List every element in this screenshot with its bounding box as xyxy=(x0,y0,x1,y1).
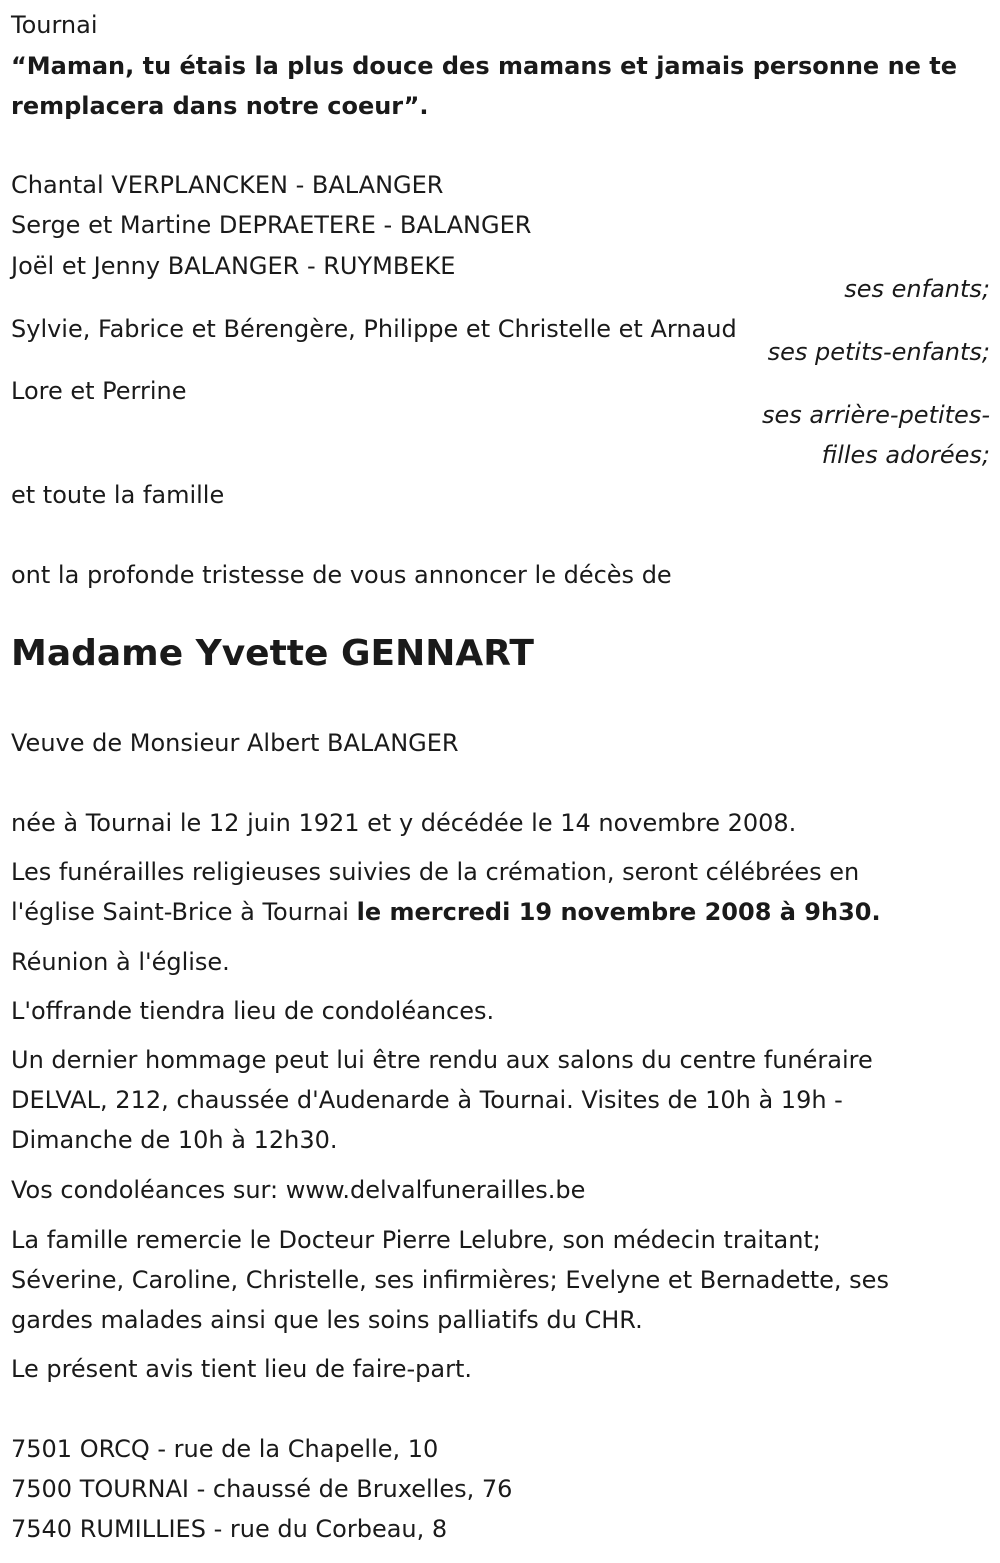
children-role: ses enfants; xyxy=(844,275,990,303)
thanks-line-2: Séverine, Caroline, Christelle, ses infirmières; Evelyne et Bernadette, ses xyxy=(11,1266,889,1294)
address-3: 7540 RUMILLIES - rue du Corbeau, 8 xyxy=(11,1515,448,1543)
condolences-link-line: Vos condoléances sur: www.delvalfunerailles.be xyxy=(11,1176,586,1204)
born-died: née à Tournai le 12 juin 1921 et y décédée le 14 novembre 2008. xyxy=(11,809,797,837)
notice: Le présent avis tient lieu de faire-part. xyxy=(11,1355,473,1383)
tribute-line-3: Dimanche de 10h à 12h30. xyxy=(11,1126,338,1154)
funeral-date: le mercredi 19 novembre 2008 à 9h30. xyxy=(356,898,881,926)
family-line: et toute la famille xyxy=(11,481,225,509)
quote-line-2: remplacera dans notre coeur”. xyxy=(11,92,429,120)
funeral-line-2 xyxy=(11,892,881,932)
child-3: Joël et Jenny BALANGER - RUYMBEKE xyxy=(11,252,456,280)
thanks-line-1: La famille remercie le Docteur Pierre Lelubre, son médecin traitant; xyxy=(11,1226,821,1254)
tribute-line-2: DELVAL, 212, chaussée d'Audenarde à Tournai. Visites de 10h à 19h - xyxy=(11,1086,843,1114)
thanks-line-3: gardes malades ainsi que les soins palliatifs du CHR. xyxy=(11,1306,643,1334)
quote-line-1: “Maman, tu étais la plus douce des mamans et jamais personne ne te xyxy=(11,52,958,80)
address-1: 7501 ORCQ - rue de la Chapelle, 10 xyxy=(11,1435,439,1463)
grandchildren: Sylvie, Fabrice et Bérengère, Philippe et Christelle et Arnaud xyxy=(11,315,737,343)
great-grandchildren: Lore et Perrine xyxy=(11,377,187,405)
reunion: Réunion à l'église. xyxy=(11,948,230,976)
offering: L'offrande tiendra lieu de condoléances. xyxy=(11,997,495,1025)
widow-of: Veuve de Monsieur Albert BALANGER xyxy=(11,729,459,757)
great-grandchildren-role-line-2: filles adorées; xyxy=(821,441,990,469)
great-grandchildren-role-line-1: ses arrière-petites- xyxy=(762,401,990,429)
tribute-line-1: Un dernier hommage peut lui être rendu aux salons du centre funéraire xyxy=(11,1046,873,1074)
child-2: Serge et Martine DEPRAETERE - BALANGER xyxy=(11,211,532,239)
funeral-place: l'église Saint-Brice à Tournai xyxy=(11,898,357,926)
grandchildren-role: ses petits-enfants; xyxy=(767,338,990,366)
announcement: ont la profonde tristesse de vous annoncer le décès de xyxy=(11,561,672,589)
address-2: 7500 TOURNAI - chaussé de Bruxelles, 76 xyxy=(11,1475,513,1503)
child-1: Chantal VERPLANCKEN - BALANGER xyxy=(11,171,444,199)
deceased-name: Madame Yvette GENNART xyxy=(11,633,534,674)
funeral-line-1: Les funérailles religieuses suivies de la crémation, seront célébrées en xyxy=(11,858,860,886)
city-header: Tournai xyxy=(11,11,98,39)
